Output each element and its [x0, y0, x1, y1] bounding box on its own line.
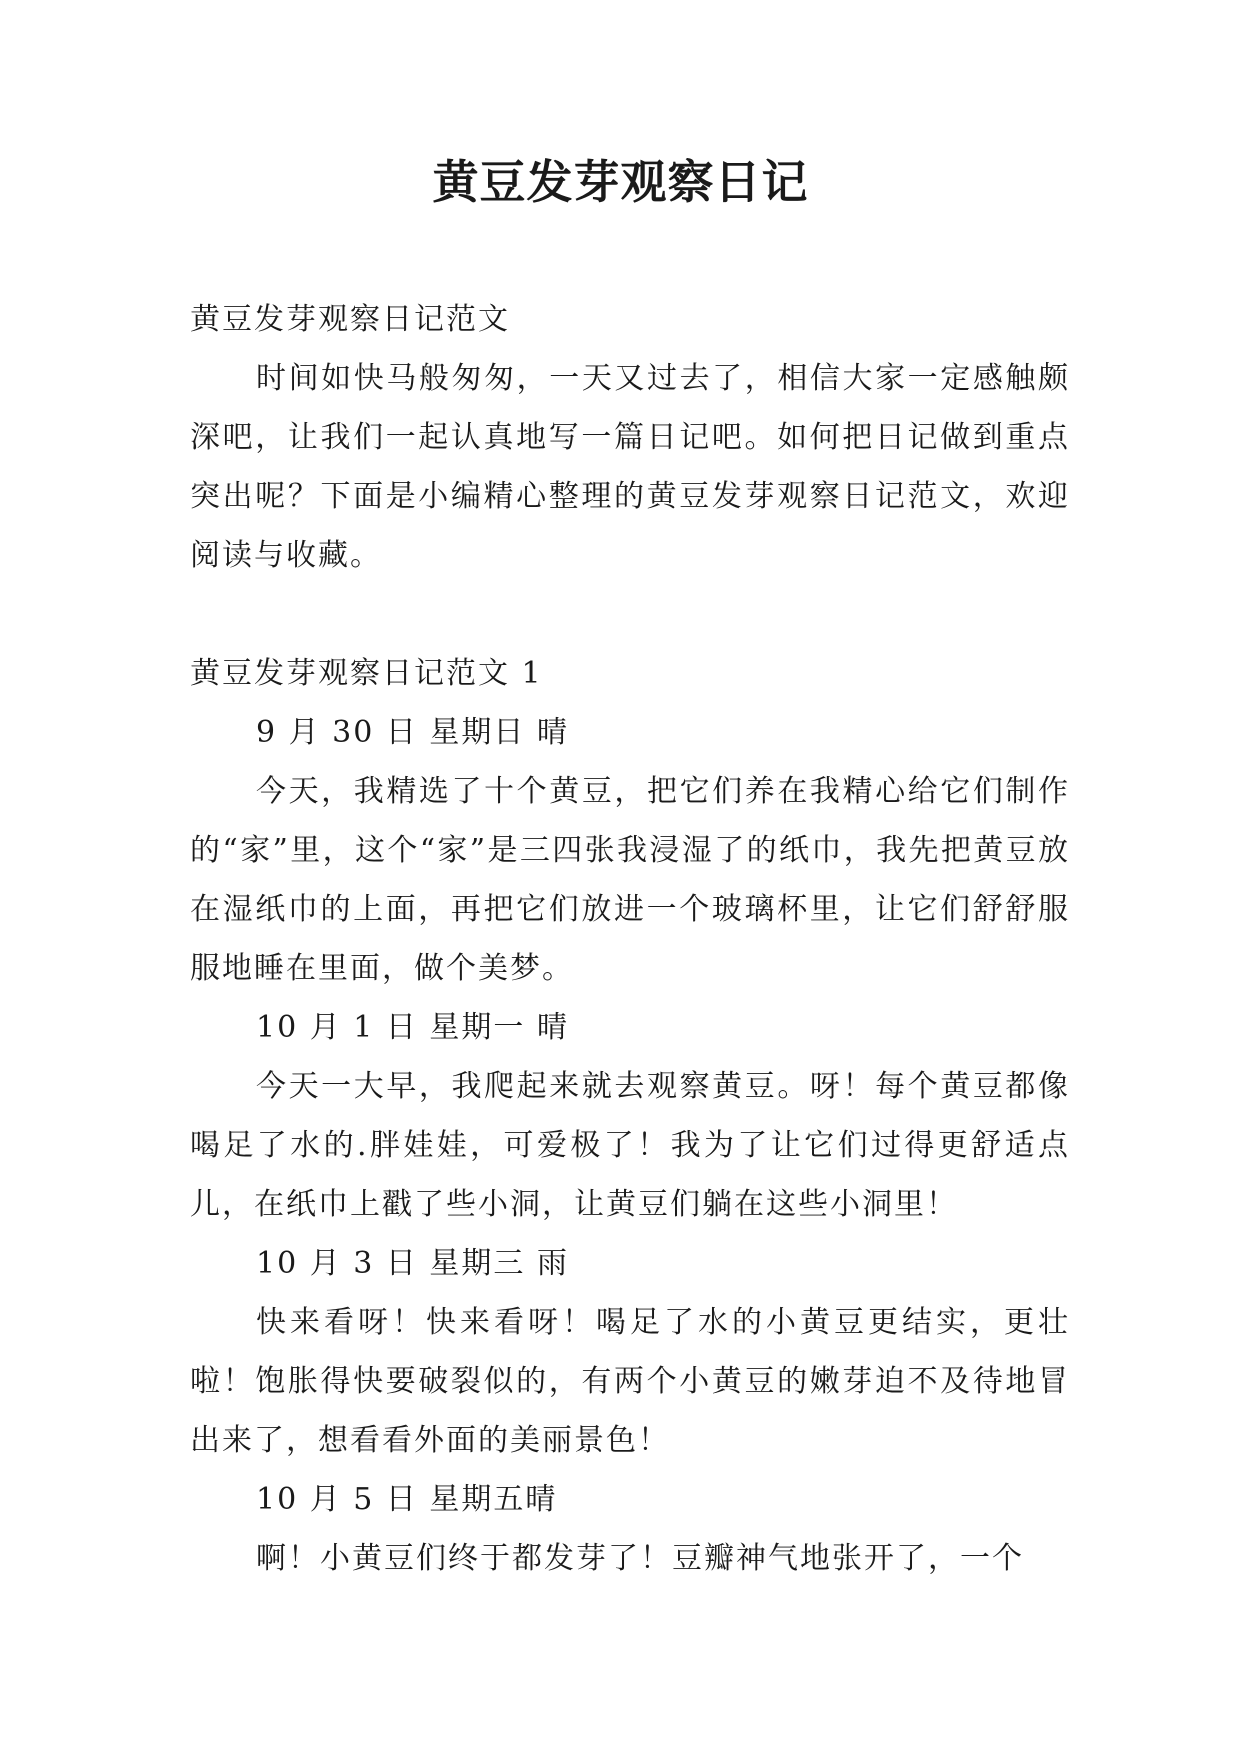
entry-text: 啊！小黄豆们终于都发芽了！豆瓣神气地张开了，一个 [256, 1541, 1024, 1576]
entry-date: 9 月 30 日 星期日 晴 [256, 715, 569, 750]
intro-heading: 黄豆发芽观察日记范文 [190, 302, 510, 337]
entry-text: 今天，我精选了十个黄豆，把它们养在我精心给它们制作的“家”里，这个“家”是三四张我浸湿了的纸巾，我先把黄豆放在湿纸巾的上面，再把它们放进一个玻璃杯里，让它们舒舒服服地睡在里面，做个美梦。 [190, 774, 1070, 986]
entry-date: 10 月 5 日 星期五晴 [256, 1482, 558, 1517]
entry-date: 10 月 1 日 星期一 晴 [256, 1010, 569, 1045]
intro-paragraph: 时间如快马般匆匆，一天又过去了，相信大家一定感触颇深吧，让我们一起认真地写一篇日记吧。如何把日记做到重点突出呢？下面是小编精心整理的黄豆发芽观察日记范文，欢迎阅读与收藏。 [190, 361, 1070, 573]
entry-text: 快来看呀！快来看呀！喝足了水的小黄豆更结实，更壮啦！饱胀得快要破裂似的，有两个小黄豆的嫩芽迫不及待地冒出来了，想看看外面的美丽景色！ [190, 1305, 1070, 1458]
section-gap [190, 585, 1070, 644]
document-title: 黄豆发芽观察日记 [432, 155, 809, 209]
section1-heading: 黄豆发芽观察日记范文 1 [190, 656, 543, 691]
entry-date: 10 月 3 日 星期三 雨 [256, 1246, 569, 1281]
entry-text: 今天一大早，我爬起来就去观察黄豆。呀！每个黄豆都像喝足了水的.胖娃娃，可爱极了！我为了让它们过得更舒适点儿，在纸巾上戳了些小洞，让黄豆们躺在这些小洞里！ [190, 1069, 1070, 1222]
document-body [190, 290, 1070, 1588]
